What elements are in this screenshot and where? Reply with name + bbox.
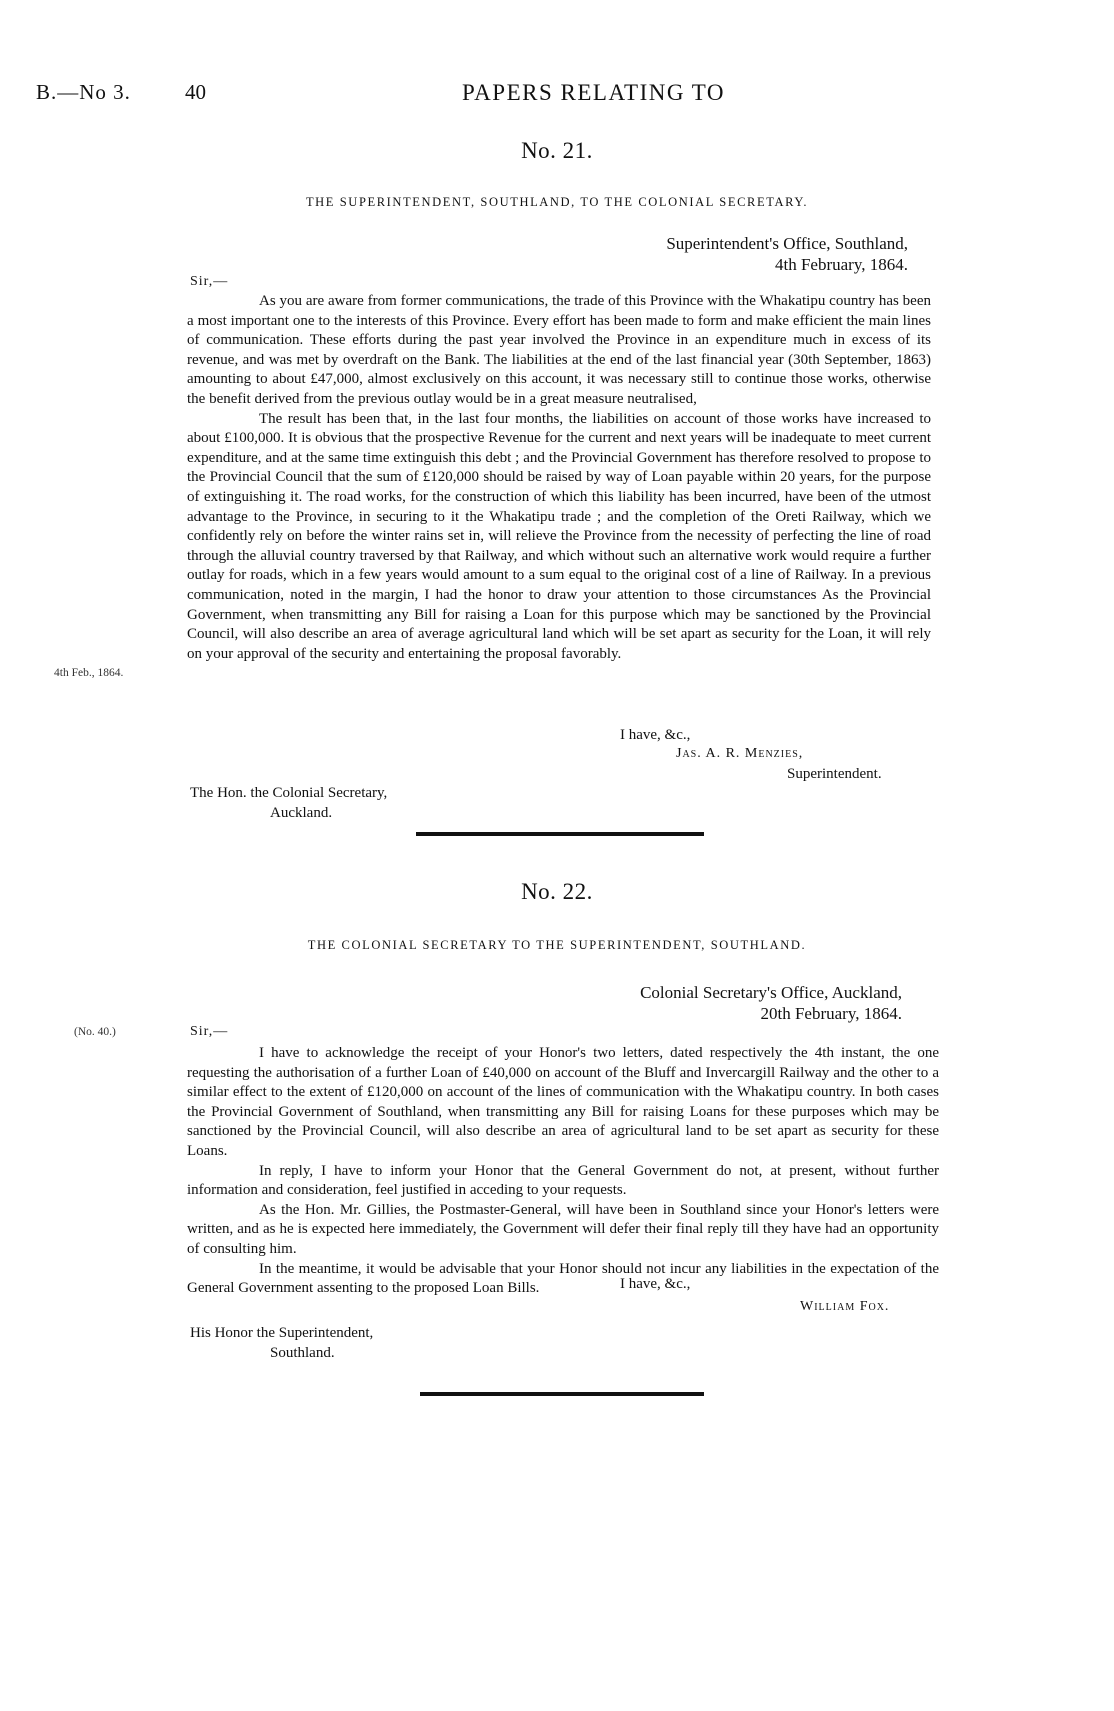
running-title: PAPERS RELATING TO bbox=[462, 80, 726, 105]
letter-1-date: 4th February, 1864. bbox=[775, 255, 908, 274]
letter-1-recipient-line2: Auckland. bbox=[270, 805, 333, 821]
letter-2-paragraph-2: In reply, I have to inform your Honor that the General Government do not, at present, without further information and consideration, feel justified in acceding to your requests. bbox=[187, 1162, 939, 1199]
letter-1-paragraph-1: As you are aware from former communications, the trade of this Province with the Whakatipu country has been a most important one to the interests of this Province. Every effort has been made to form and make efficient the main lines of communication. These efforts during the past year involved the Province in an expenditure much in excess of its revenue, and was met by overdraft on the Bank. The liabilities at the end of the last financial year (30th September, 1863) amounting to about £47,000, almost exclusively on this account, it was necessary still to continue those works, otherwise the benefit derived from the previous outlay would be in a great measure neutralised, bbox=[187, 293, 931, 407]
letter-2-paragraph-4: In the meantime, it would be advisable that your Honor should not incur any liabilities in the expectation of the General Government assenting to the proposed Loan Bills. bbox=[187, 1260, 939, 1297]
letter-1-signatory-title: Superintendent. bbox=[787, 766, 882, 782]
page-number: 40 bbox=[185, 80, 206, 104]
letter-2-date: 20th February, 1864. bbox=[760, 1004, 902, 1023]
letter-1-recipient-line1: The Hon. the Colonial Secretary, bbox=[190, 785, 388, 801]
end-divider-rule bbox=[420, 1392, 704, 1396]
letter-2-number: No. 22. bbox=[521, 879, 593, 904]
letter-2-closing: I have, &c., bbox=[620, 1276, 691, 1292]
letter-1-salutation: Sir,— bbox=[190, 274, 229, 289]
letter-2-salutation: Sir,— bbox=[190, 1024, 229, 1039]
letter-1-address-line1: Superintendent's Office, Southland, bbox=[666, 234, 908, 253]
letter-1-closing: I have, &c., bbox=[620, 727, 691, 743]
letter-2-signatory: William Fox. bbox=[800, 1299, 890, 1314]
letter-2-recipient-line2: Southland. bbox=[270, 1345, 335, 1361]
page-reference: B.—No 3. bbox=[36, 80, 131, 104]
letter-1-body bbox=[187, 292, 931, 664]
letter-2-heading: THE COLONIAL SECRETARY TO THE SUPERINTENDENT, SOUTHLAND. bbox=[307, 938, 807, 952]
letter-2-address-line1: Colonial Secretary's Office, Auckland, bbox=[640, 983, 902, 1002]
letter-2-margin-note: (No. 40.) bbox=[74, 1026, 116, 1038]
letter-1-paragraph-2: The result has been that, in the last four months, the liabilities on account of those works have increased to about £100,000. It is obvious that the prospective Revenue for the current and next years will be inadequate to meet current expenditure, and at the same time extinguish this debt ; and the Provincial Government has therefore resolved to propose to the Provincial Council that the sum of £120,000 should be raised by way of Loan payable within 20 years, for the purpose of extinguishing it. The road works, for the construction of which this liability has been incurred, have been of the utmost advantage to the Province, in securing to it the Whakatipu trade ; and the completion of the Oreti Railway, which we confidently rely on before the winter rains set in, will relieve the Province from the necessity of perfecting the line of road through the alluvial country traversed by that Railway, and which without such an alternative work would require a further outlay for roads, which in a few years would amount to a sum equal to the original cost of a line of Railway. In a previous communication, noted in the margin, I had the honor to draw your attention to those circumstances As the Provincial Government, when transmitting any Bill for raising a Loan for this purpose which may be sanctioned by the Provincial Council, will also describe an area of average agricultural land which will be set apart as security for the Loan, it will rely on your approval of the security and entertaining the proposal favorably. bbox=[187, 410, 931, 662]
letter-2-paragraph-1: I have to acknowledge the receipt of your Honor's two letters, dated respectively the 4th instant, the one requesting the authorisation of a further Loan of £40,000 on account of the Bluff and Invercargill Railway and the other to a similar effect to the extent of £120,000 on account of the lines of communication with the Whakatipu country. In both cases the Provincial Government of Southland, when transmitting any Bill for raising Loans for these purposes which may be sanctioned by the Provincial Council, will also describe an area of agricultural land to be set apart as security for these Loans. bbox=[187, 1045, 939, 1159]
letter-2-recipient-line1: His Honor the Superintendent, bbox=[190, 1325, 374, 1341]
letter-1-signatory: Jas. A. R. Menzies, bbox=[676, 746, 804, 761]
letter-1-number: No. 21. bbox=[521, 138, 593, 163]
letter-2-body bbox=[187, 1044, 939, 1299]
letter-1-margin-note: 4th Feb., 1864. bbox=[54, 667, 124, 679]
section-divider-rule bbox=[416, 832, 704, 836]
letter-1-heading: THE SUPERINTENDENT, SOUTHLAND, TO THE COLONIAL SECRETARY. bbox=[305, 195, 809, 209]
letter-2-paragraph-3: As the Hon. Mr. Gillies, the Postmaster-General, will have been in Southland since your Honor's letters were written, and as he is expected here immediately, the Government will defer their final reply till they have had an opportunity of consulting him. bbox=[187, 1201, 939, 1257]
